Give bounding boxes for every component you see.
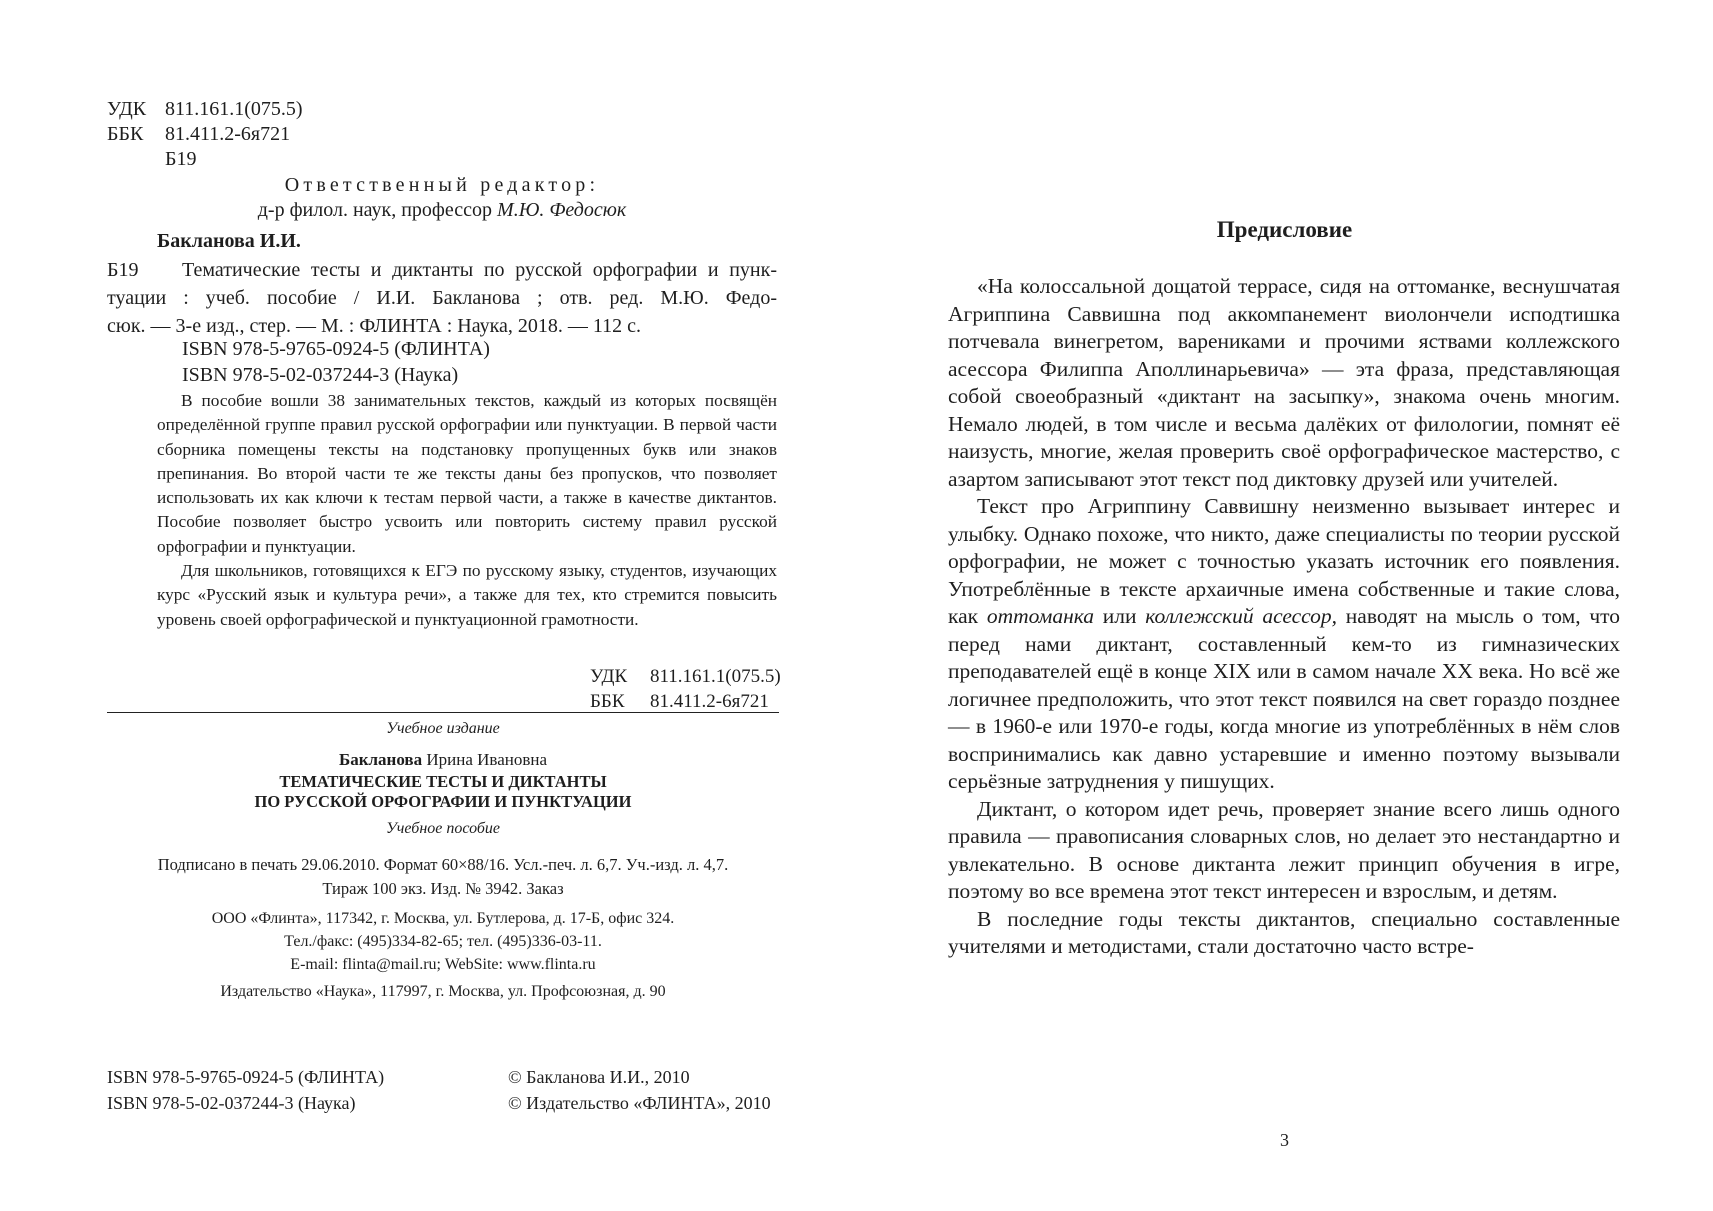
author-mark: Б19 — [165, 148, 197, 170]
bbk-row — [590, 689, 781, 714]
preface-paragraph: «На колоссальной дощатой террасе, сидя на оттоманке, веснушчатая Агриппина Саввишна под аккомпанемент виолончели исподтишка потчевала винегретом, варениками и прочими яствами коллежского асессора Филиппа Аполлинарьевича» — эта фраза, представляющая собой своеобразный «диктант на засыпку», знакома очень многим. Немало людей, в том числе и весьма далёких от филологии, помнят её наизусть, многие, желая проверить своё орфографическое мастерство, с азартом записывают этот текст под диктовку друзей или учителей. — [948, 274, 1620, 491]
editor-title: Ответственный редактор: — [284, 174, 600, 196]
author-heading: Бакланова И.И. — [157, 230, 301, 252]
publisher-web: E-mail: flinta@mail.ru; WebSite: www.flinta.ru — [290, 956, 596, 973]
biblio-code: Б19 — [107, 259, 139, 281]
bibliographic-record — [107, 256, 777, 340]
left-page — [0, 0, 856, 1211]
publisher-phone: Тел./факс: (495)334-82-65; тел. (495)336-03-11. — [284, 933, 602, 950]
bbk-value: 81.411.2-6я721 — [165, 123, 291, 145]
udk-row — [590, 664, 781, 689]
biblio-line-3: сюк. — 3-е изд., стер. — М. : ФЛИНТА : Наука, 2018. — 112 с. — [107, 315, 642, 337]
author-given: Ирина Ивановна — [426, 750, 548, 769]
preface-paragraph: В последние годы тексты диктантов, специально составленные учителями и методистами, стали достаточно часто встре- — [948, 906, 1620, 958]
udk-label: УДК — [590, 666, 628, 687]
italic-term: оттоманка — [986, 604, 1095, 628]
book-title-line-2: ПО РУССКОЙ ОРФОГРАФИИ И ПУНКТУАЦИИ — [254, 792, 632, 811]
editor-person — [107, 198, 777, 223]
bbk-label: ББК — [590, 691, 625, 712]
editor-name: М.Ю. Федосюк — [497, 199, 627, 221]
copyright — [508, 1064, 771, 1116]
page-number: 3 — [1280, 1130, 1289, 1150]
right-page — [856, 0, 1713, 1211]
annotation-paragraph: В пособие вошли 38 занимательных текстов, каждый из которых посвящён определённой группе правил русской орфографии или пунктуации. В первой части сборника помещены тексты на подстановку пропущенных букв или знаков препинания. Во второй части те же тексты даны без пропусков, что позволяет использовать их как ключи к тестам первой части, а также в качестве диктантов. Пособие позволяет быстро усвоить или повторить систему правил русской орфографии и пунктуации. — [157, 391, 777, 556]
imprint — [107, 718, 779, 1003]
isbn-flinta: ISBN 978-5-9765-0924-5 (ФЛИНТА) — [182, 338, 490, 360]
udk-row — [107, 97, 303, 122]
footer-isbn-flinta: ISBN 978-5-9765-0924-5 (ФЛИНТА) — [107, 1067, 385, 1087]
bbk-value: 81.411.2-6я721 — [650, 691, 769, 712]
classification-codes-repeat — [590, 664, 781, 714]
udk-label: УДК — [107, 98, 147, 120]
copyright-author: © Бакланова И.И., 2010 — [508, 1067, 690, 1087]
preface-heading: Предисловие — [1216, 217, 1353, 242]
isbn-block — [182, 336, 490, 388]
bbk-row — [107, 122, 303, 147]
editor-prefix: д-р филол. наук, профессор — [257, 199, 493, 221]
annotation — [157, 389, 777, 632]
biblio-line-1: Тематические тесты и диктанты по русской орфографии и пунк- — [182, 259, 777, 281]
print-details: Подписано в печать 29.06.2010. Формат 60×88/16. Усл.-печ. л. 6,7. Уч.-изд. л. 4,7. — [157, 855, 729, 874]
text-run: наводят на мысль о том, что перед нами диктант, составленный кем-то из гимназических преподавателей ещё в конце XIX или в самом начале XX века. Но всё же логичнее предположить, что этот текст появился на свет гораздо позднее — в 1960-е или 1970-е годы, когда многие из употреблённых в нём слов воспринимались как давно устаревшие и именно поэтому вызывали серьёзные затруднения у пишущих. — [948, 604, 1620, 793]
responsible-editor — [107, 173, 777, 223]
footer-isbn — [107, 1064, 384, 1116]
book-title-line-1: ТЕМАТИЧЕСКИЕ ТЕСТЫ И ДИКТАНТЫ — [279, 772, 607, 791]
udk-value: 811.161.1(075.5) — [165, 98, 303, 120]
divider — [107, 712, 779, 713]
annotation-paragraph: Для школьников, готовящихся к ЕГЭ по русскому языку, студентов, изучающих курс «Русский язык и культура речи», а также для тех, кто стремится повысить уровень своей орфографической и пунктуационной грамотности. — [157, 561, 777, 629]
biblio-line-2: туации : учеб. пособие / И.И. Бакланова ; отв. ред. М.Ю. Федо- — [107, 287, 777, 309]
print-run: Тираж 100 экз. Изд. № 3942. Заказ — [322, 879, 564, 898]
copyright-publisher: © Издательство «ФЛИНТА», 2010 — [508, 1093, 771, 1113]
italic-term: коллежский асессор, — [1145, 604, 1338, 628]
author-surname: Бакланова — [338, 750, 423, 769]
isbn-nauka: ISBN 978-5-02-037244-3 (Наука) — [182, 364, 459, 386]
preface-paragraph — [948, 493, 1620, 796]
imprint-author — [107, 748, 779, 772]
book-type: Учебное пособие — [385, 820, 500, 837]
udk-value: 811.161.1(075.5) — [650, 666, 781, 687]
classification-codes — [107, 97, 303, 172]
edition-type: Учебное издание — [386, 720, 500, 737]
preface-body — [948, 273, 1620, 961]
text-run: или — [1094, 604, 1146, 628]
footer-isbn-nauka: ISBN 978-5-02-037244-3 (Наука) — [107, 1093, 356, 1113]
preface-paragraph: Диктант, о котором идет речь, проверяет знание всего лишь одного правила — правописания словарных слов, но делает это нестандартно и увлекательно. В основе диктанта лежит принцип обучения в игре, поэтому во все времена этот текст интересен и взрослым, и детям. — [948, 796, 1620, 903]
bbk-label: ББК — [107, 123, 144, 145]
publisher-address: ООО «Флинта», 117342, г. Москва, ул. Бутлерова, д. 17-Б, офис 324. — [211, 910, 675, 927]
nauka-address: Издательство «Наука», 117997, г. Москва, ул. Профсоюзная, д. 90 — [220, 983, 666, 1000]
text-run: Текст про Агриппину Саввишну неизменно вызывает интерес и улыбку. Однако похоже, что никто, даже специалисты по теории русской орфографии, не может с точностью указать источник его появления. Употреблённые в тексте архаичные имена собственные и такие слова, как — [948, 494, 1620, 628]
